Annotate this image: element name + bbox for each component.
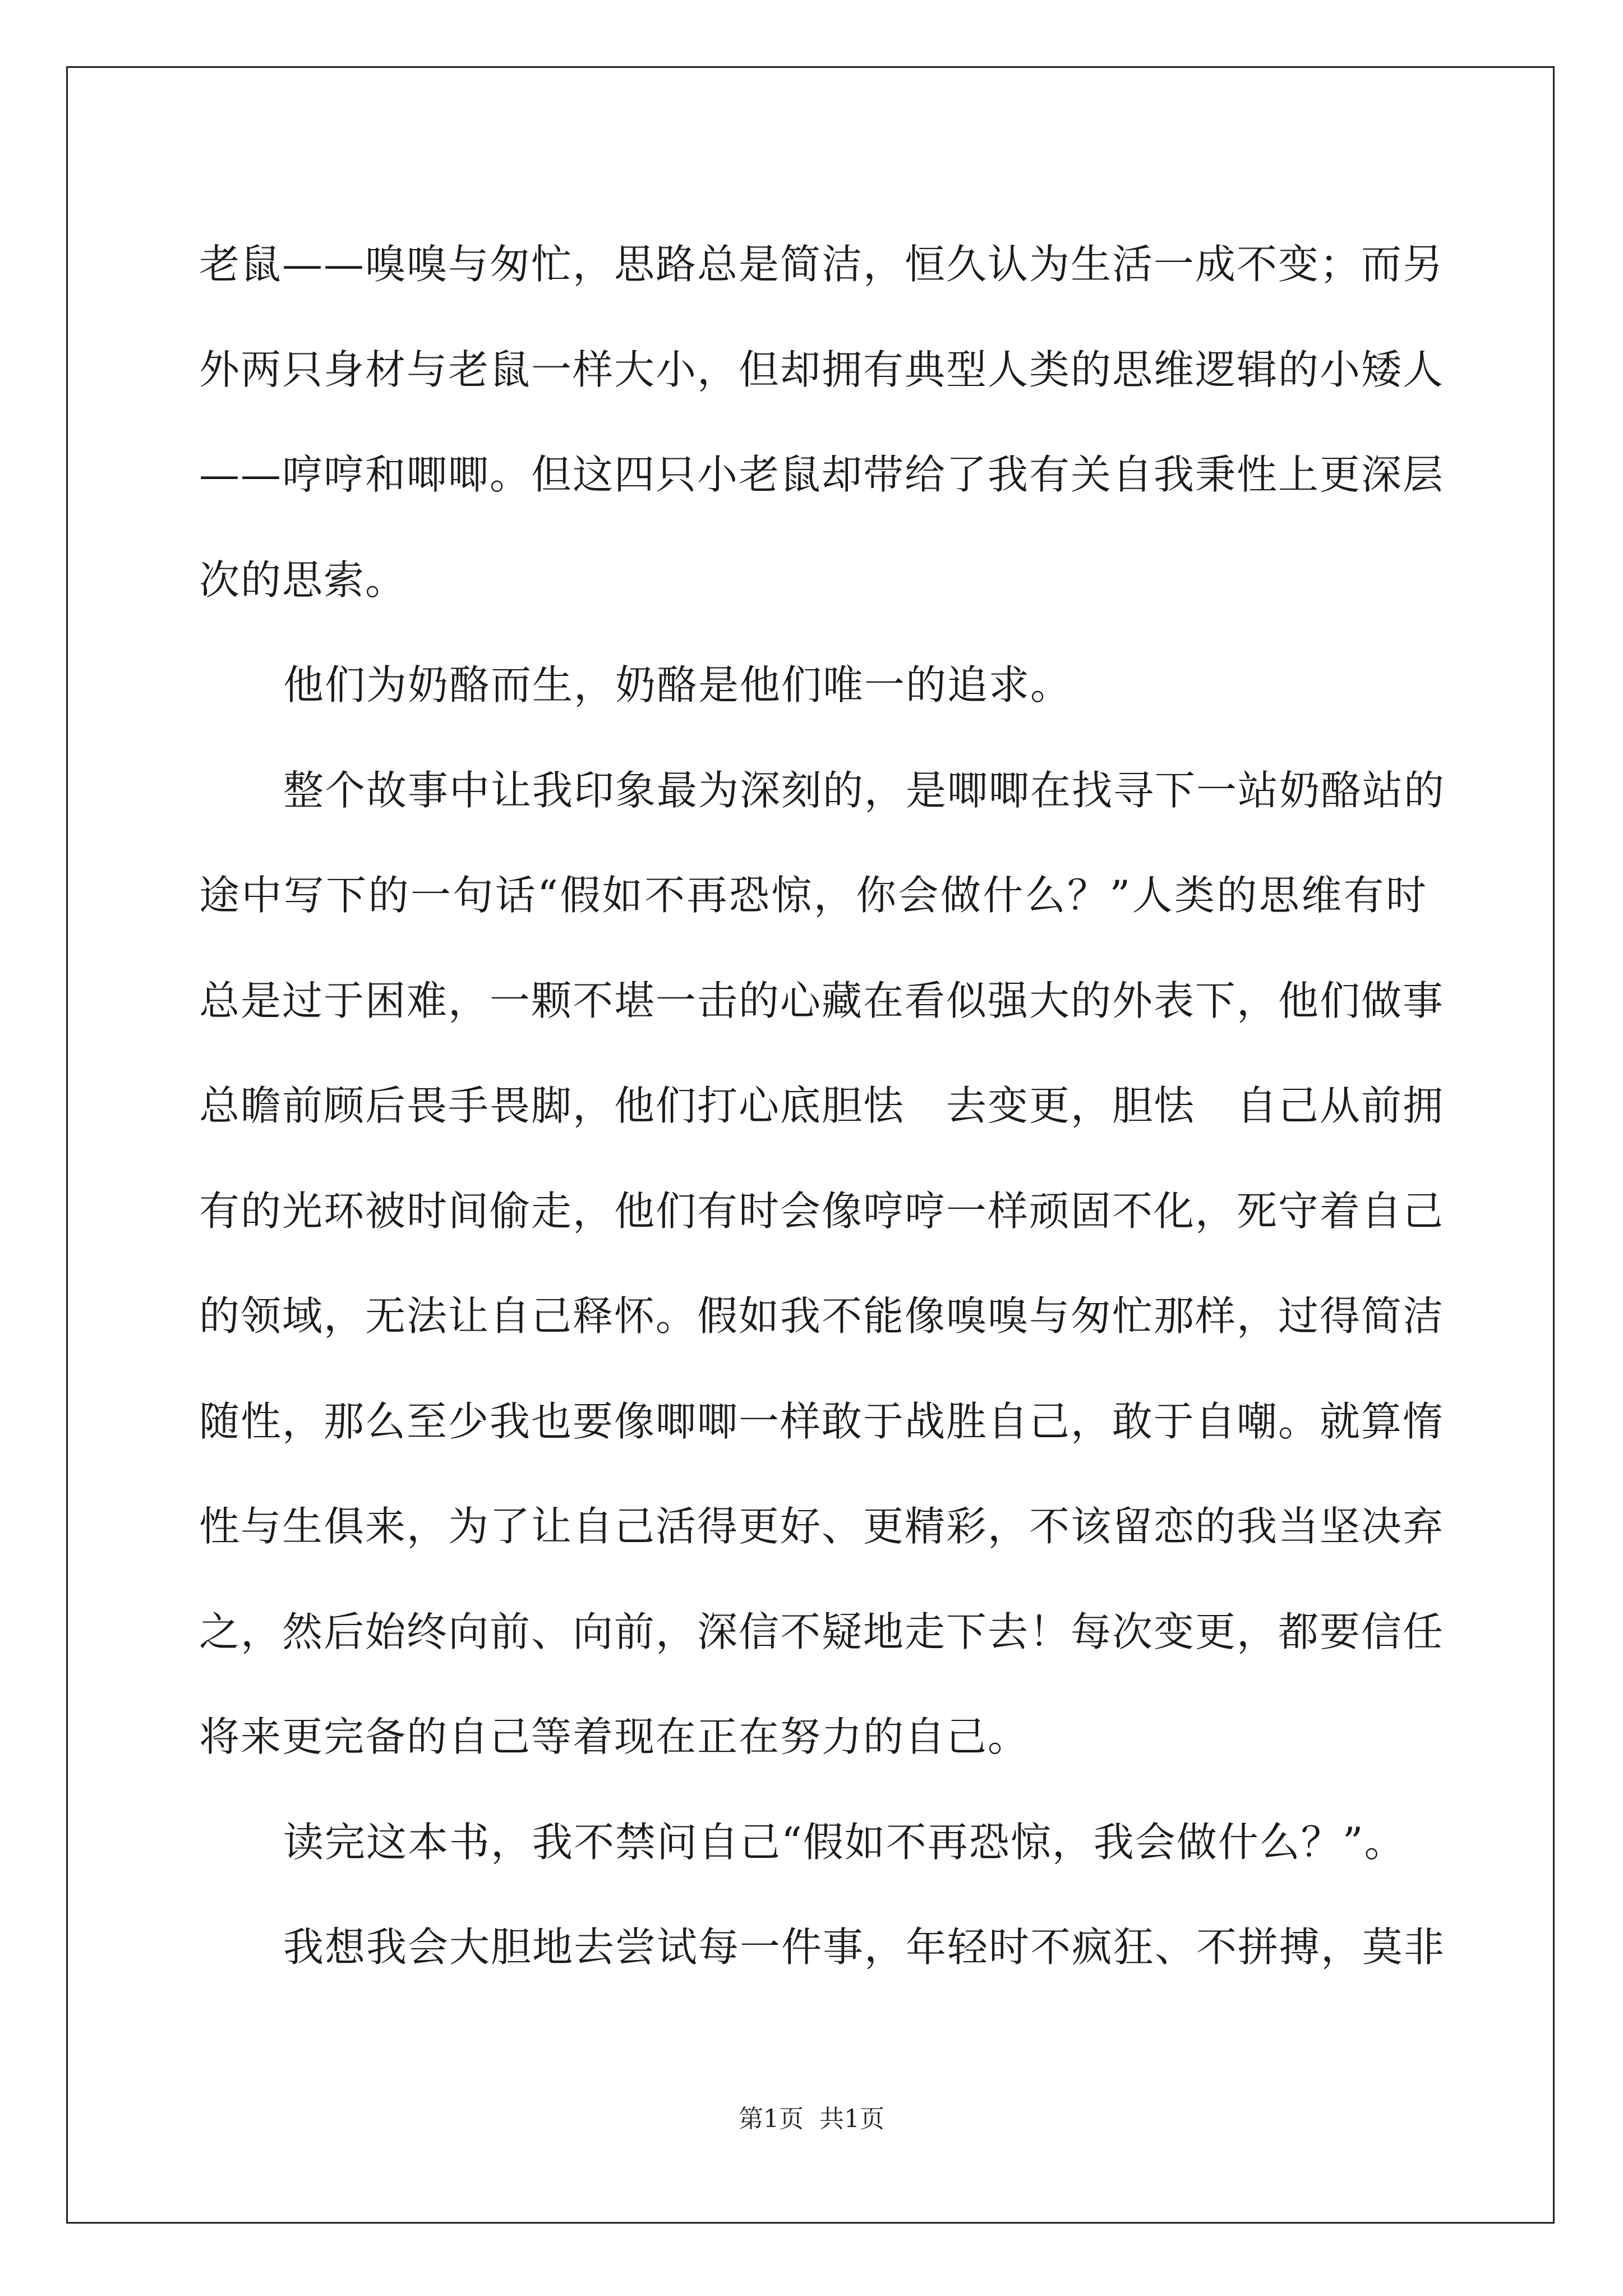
text-line: 老鼠——嗅嗅与匆忙，思路总是简洁，恒久认为生活一成不变；而另 bbox=[199, 241, 1445, 288]
text-line: 外两只身材与老鼠一样大小，但却拥有典型人类的思维逻辑的小矮人 bbox=[199, 346, 1445, 393]
text-line: 之，然后始终向前、向前，深信不疑地走下去！每次变更，都要信任 bbox=[199, 1608, 1445, 1655]
text-line: 有的光环被时间偷走，他们有时会像哼哼一样顽固不化，死守着自己 bbox=[199, 1187, 1445, 1235]
text-line: 随性，那么至少我也要像唧唧一样敢于战胜自己，敢于自嘲。就算惰 bbox=[199, 1397, 1445, 1445]
document-body bbox=[199, 212, 1446, 2000]
page-number: 第1页 bbox=[739, 2105, 804, 2133]
text-line: 他们为奶酪而生，奶酪是他们唯一的追求。 bbox=[283, 661, 1072, 708]
text-line: 性与生俱来，为了让自己活得更好、更精彩，不该留恋的我当坚决弃 bbox=[199, 1503, 1445, 1550]
page-footer bbox=[0, 2102, 1623, 2136]
text-line: 整个故事中让我印象最为深刻的，是唧唧在找寻下一站奶酪站的 bbox=[283, 766, 1446, 814]
page-total: 共1页 bbox=[819, 2105, 884, 2133]
text-line: 我想我会大胆地去尝试每一件事，年轻时不疯狂、不拼搏，莫非 bbox=[283, 1924, 1446, 1971]
text-line: 读完这本书，我不禁问自己“假如不再恐惊，我会做什么？”。 bbox=[283, 1818, 1406, 1866]
text-line: 次的思索。 bbox=[199, 556, 407, 604]
text-line: 总是过于困难，一颗不堪一击的心藏在看似强大的外表下，他们做事 bbox=[199, 977, 1445, 1024]
text-line: ——哼哼和唧唧。但这四只小老鼠却带给了我有关自我秉性上更深层 bbox=[199, 451, 1445, 498]
text-line: 总瞻前顾后畏手畏脚，他们打心底胆怯 去变更，胆怯 自己从前拥 bbox=[199, 1082, 1445, 1129]
text-line: 途中写下的一句话“假如不再恐惊，你会做什么？”人类的思维有时 bbox=[199, 872, 1427, 919]
text-line: 的领域，无法让自己释怀。假如我不能像嗅嗅与匆忙那样，过得简洁 bbox=[199, 1292, 1445, 1340]
text-line: 将来更完备的自己等着现在正在努力的自己。 bbox=[199, 1713, 1030, 1760]
